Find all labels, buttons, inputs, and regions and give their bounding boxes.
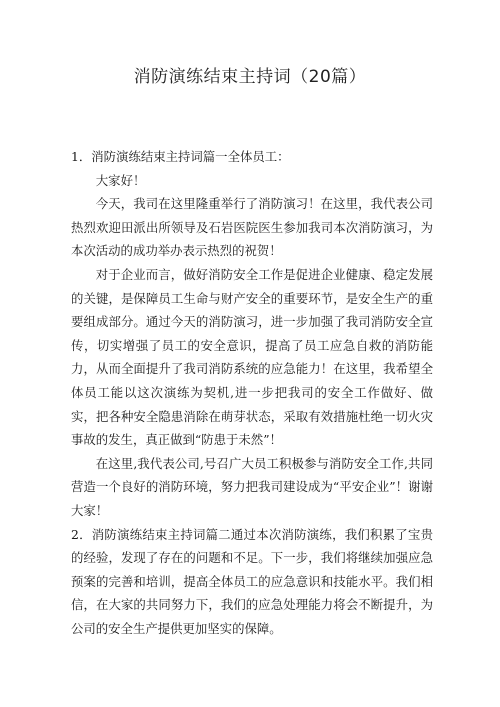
paragraph-welcome: 今天，我司在这里隆重举行了消防演习！在这里，我代表公司热烈欢迎田派出所领导及石岩医院医生参加我司本次消防演习，为本次活动的成功举办表示热烈的祝贺！ <box>71 196 433 259</box>
paragraph-greeting: 大家好！ <box>95 172 146 188</box>
document-body <box>71 145 433 640</box>
section-heading-1: 1．消防演练结束主持词篇一全体员工： <box>71 149 290 164</box>
paragraph-call-to-action: 在这里,我代表公司,号召广大员工积极参与消防安全工作,共同营造一个良好的消防环境，努力把我司建设成为“平安企业”！谢谢大家！ <box>71 455 433 518</box>
section-heading-2: 2．消防演练结束主持词篇二通过本次消防演练，我们积累了宝贵的经验，发现了存在的问题和不足。下一步，我们将继续加强应急预案的完善和培训，提高全体员工的应急意识和技能水平。我们相信，在大家的共同努力下，我们的应急处理能力将会不断提升，为公司的安全生产提供更加坚实的保障。 <box>71 526 433 636</box>
paragraph-importance: 对于企业而言，做好消防安全工作是促进企业健康、稳定发展的关键，是保障员工生命与财产安全的重要环节，是安全生产的重要组成部分。通过今天的消防演习，进一步加强了我司消防安全宣传，切实增强了员工的安全意识，提高了员工应急自救的消防能力，从而全面提升了我司消防系统的应急能力！在这里，我希望全体员工能以这次演练为契机,进一步把我司的安全工作做好、做实，把各种安全隐患消除在萌芽状态，采取有效措施杜绝一切火灾事故的发生，真正做到“防患于未然”！ <box>71 266 433 448</box>
page-title: 消防演练结束主持词（20篇） <box>133 67 367 87</box>
